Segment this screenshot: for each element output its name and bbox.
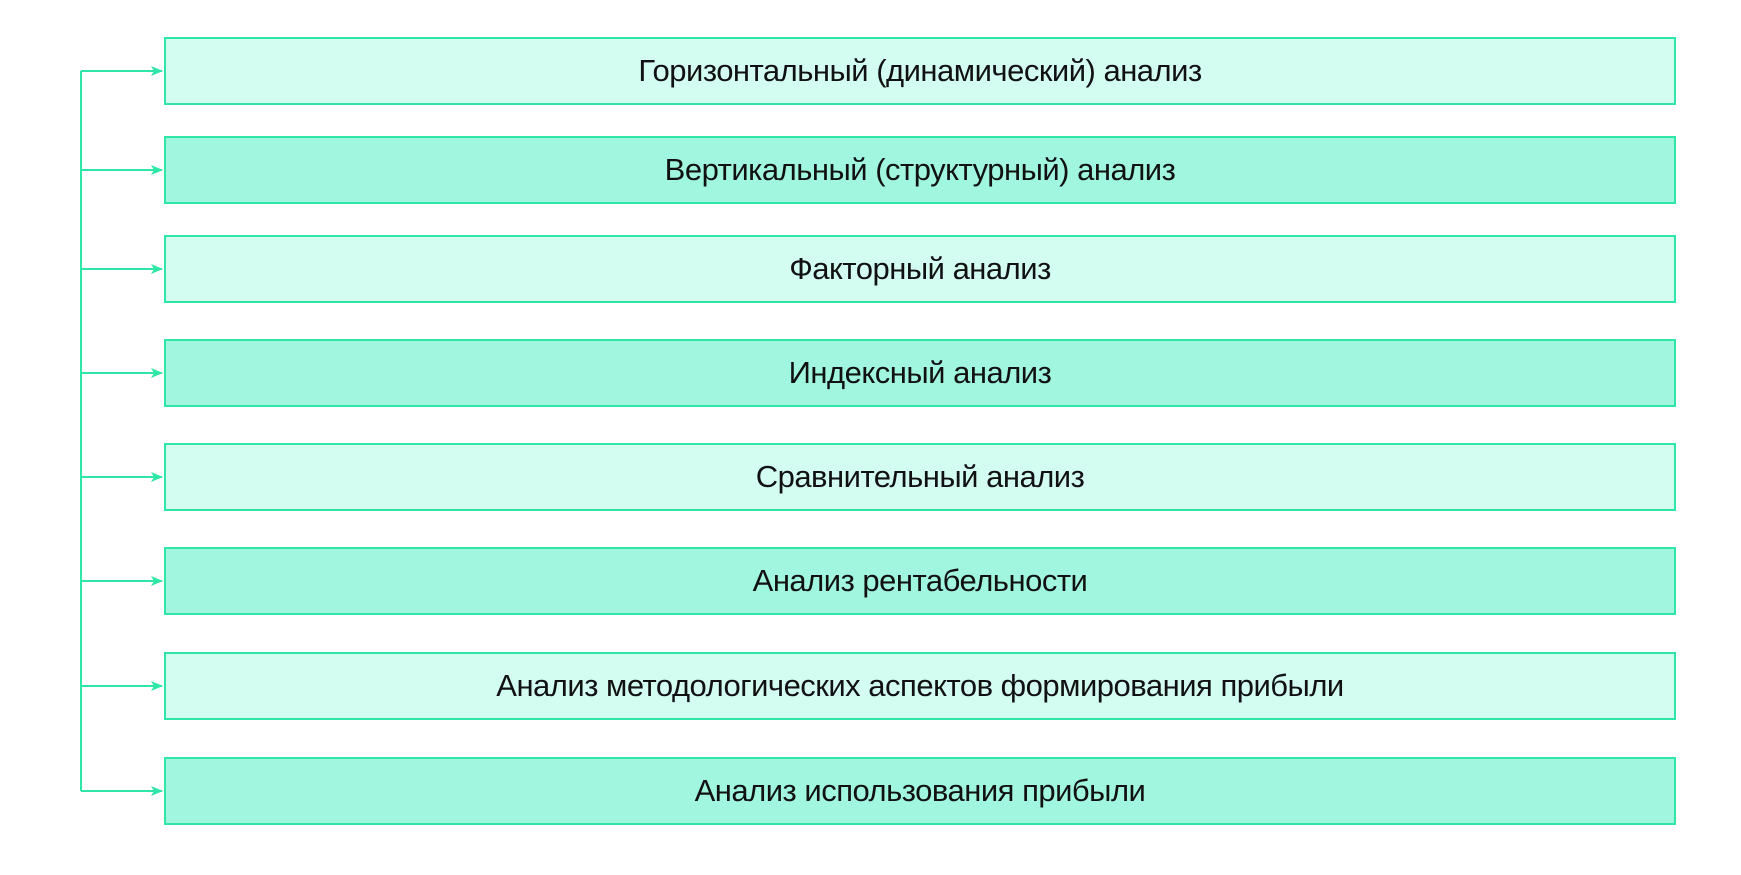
- box-label: Анализ методологических аспектов формирования прибыли: [496, 668, 1344, 703]
- box-profitability-analysis: [164, 547, 1676, 615]
- box-label: Вертикальный (структурный) анализ: [664, 152, 1176, 187]
- box-comparative-analysis: [164, 443, 1676, 511]
- box-profit-usage-analysis: [164, 757, 1676, 825]
- box-label: Сравнительный анализ: [755, 459, 1085, 494]
- box-vertical-analysis: [164, 136, 1676, 204]
- box-label: Анализ использования прибыли: [694, 773, 1146, 808]
- box-factor-analysis: [164, 235, 1676, 303]
- box-label: Факторный анализ: [789, 251, 1051, 286]
- box-horizontal-analysis: [164, 37, 1676, 105]
- box-label: Анализ рентабельности: [752, 563, 1088, 598]
- box-label: Индексный анализ: [788, 355, 1052, 390]
- box-label: Горизонтальный (динамический) анализ: [638, 53, 1202, 88]
- box-index-analysis: [164, 339, 1676, 407]
- box-methodological-aspects-analysis: [164, 652, 1676, 720]
